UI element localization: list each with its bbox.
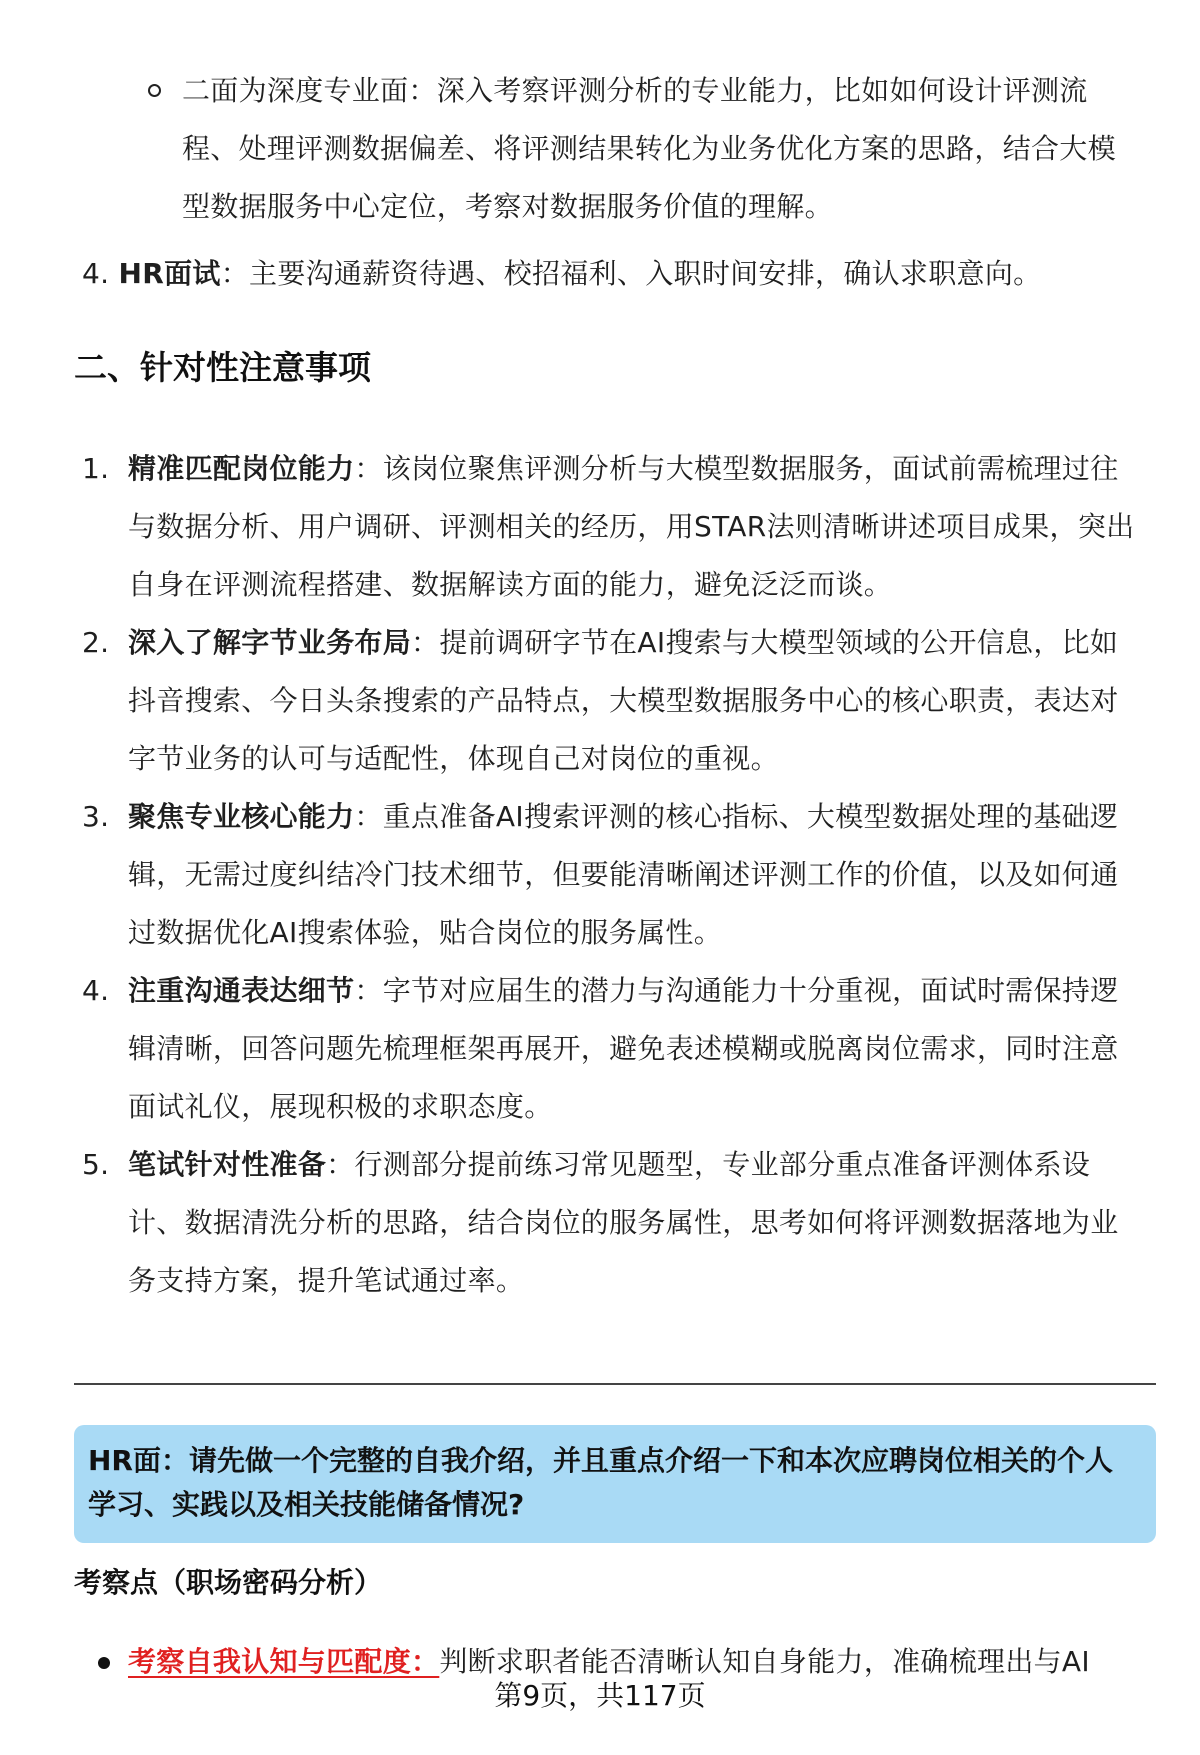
list-item-text: ：行测部分提前练习常见题型，专业部分重点准备评测体系设计、数据清洗分析的思路，结合岗位的服务属性，思考如何将评测数据落地为业务支持方案，提升笔试通过率。 <box>128 1148 1119 1297</box>
bullet-text: 判断求职者能否清晰认知自身能力，准确梳理出与AI <box>439 1645 1090 1678</box>
section-title: 二、针对性注意事项 <box>74 348 371 387</box>
list-item-label: 注重沟通表达细节 <box>128 974 355 1007</box>
list-item-label: 精准匹配岗位能力 <box>128 452 355 485</box>
list-item <box>82 614 1142 788</box>
list-item-label: 聚焦专业核心能力 <box>128 800 355 833</box>
list-item-number: 1. <box>82 452 110 485</box>
list-item-text: ：字节对应届生的潜力与沟通能力十分重视，面试时需保持逻辑清晰，回答问题先梳理框架再展开，避免表述模糊或脱离岗位需求，同时注意面试礼仪，展现积极的求职态度。 <box>128 974 1119 1123</box>
list-item-text: ：重点准备AI搜索评测的核心指标、大模型数据处理的基础逻辑，无需过度纠结冷门技术细节，但要能清晰阐述评测工作的价值，以及如何通过数据优化AI搜索体验，贴合岗位的服务属性。 <box>128 800 1119 949</box>
list-item-number: 3. <box>82 800 110 833</box>
list-item-number: 5. <box>82 1148 110 1181</box>
list-item-text: ：该岗位聚焦评测分析与大模型数据服务，面试前需梳理过往与数据分析、用户调研、评测相关的经历，用STAR法则清晰讲述项目成果，突出自身在评测流程搭建、数据解读方面的能力，避免泛泛而谈。 <box>128 452 1135 601</box>
notes-list <box>82 440 1142 1310</box>
list-item <box>82 962 1142 1136</box>
sub-item-text: 二面为深度专业面：深入考察评测分析的专业能力，比如如何设计评测流程、处理评测数据偏差、将评测结果转化为业务优化方案的思路，结合大模型数据服务中心定位，考察对数据服务价值的理解。 <box>182 74 1116 223</box>
list-item <box>82 1136 1142 1310</box>
bullet-highlight-label: 考察自我认知与匹配度： <box>128 1645 440 1678</box>
list-item-text: ：提前调研字节在AI搜索与大模型领域的公开信息，比如抖音搜索、今日头条搜索的产品特点，大模型数据服务中心的核心职责，表达对字节业务的认可与适配性，体现自己对岗位的重视。 <box>128 626 1119 775</box>
hollow-circle-bullet-icon <box>148 84 161 97</box>
question-callout <box>74 1425 1156 1543</box>
list-item-number: 2. <box>82 626 110 659</box>
hr-item-label: HR面试 <box>118 257 221 290</box>
hr-interview-item <box>82 245 1142 303</box>
hr-item-number: 4. <box>82 257 110 290</box>
sub-list-item <box>148 62 1138 236</box>
page-number-footer: 第9页，共117页 <box>494 1679 706 1712</box>
list-item-label: 笔试针对性准备 <box>128 1148 327 1181</box>
filled-bullet-icon <box>98 1657 110 1669</box>
list-item <box>82 788 1142 962</box>
list-item-number: 4. <box>82 974 110 1007</box>
hr-item-text: ：主要沟通薪资待遇、校招福利、入职时间安排，确认求职意向。 <box>220 257 1042 290</box>
horizontal-divider <box>74 1383 1156 1385</box>
analysis-heading: 考察点（职场密码分析） <box>74 1566 383 1599</box>
list-item-label: 深入了解字节业务布局 <box>128 626 412 659</box>
list-item <box>82 440 1142 614</box>
question-text: HR面：请先做一个完整的自我介绍，并且重点介绍一下和本次应聘岗位相关的个人学习、实践以及相关技能储备情况? <box>88 1444 1113 1521</box>
